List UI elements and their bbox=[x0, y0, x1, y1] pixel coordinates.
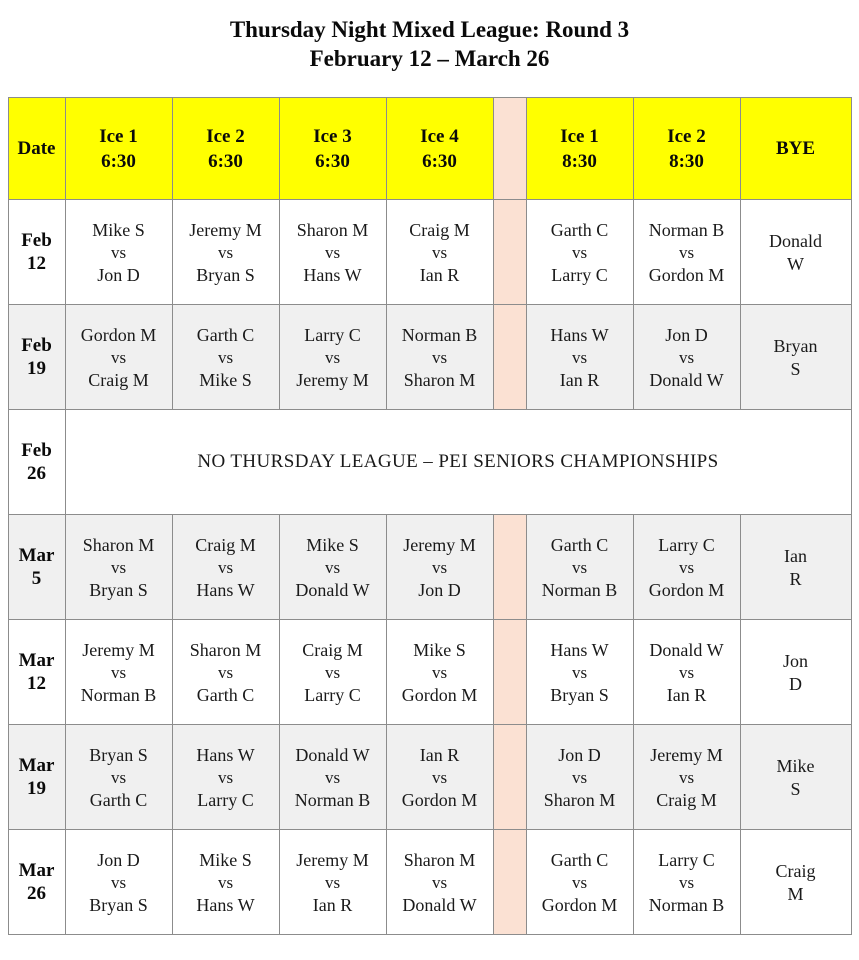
game-cell bbox=[386, 725, 493, 830]
date-day: 19 bbox=[27, 358, 46, 379]
player-bottom: Jeremy M bbox=[296, 369, 369, 390]
player-bottom: Garth C bbox=[196, 684, 255, 705]
bye-name: Donald bbox=[769, 230, 822, 251]
schedule-table bbox=[8, 97, 852, 935]
player-top: Jeremy M bbox=[403, 534, 476, 555]
header-line: 6:30 bbox=[422, 150, 457, 172]
game-cell bbox=[526, 620, 633, 725]
game-cell bbox=[279, 620, 386, 725]
vs-label: vs bbox=[217, 347, 234, 367]
game-cell bbox=[279, 725, 386, 830]
game-cell bbox=[386, 515, 493, 620]
date-day: 12 bbox=[27, 253, 46, 274]
spacer-cell bbox=[493, 725, 526, 830]
vs-label: vs bbox=[678, 557, 695, 577]
bye-column-header: BYE bbox=[740, 98, 851, 200]
col-header-ice4-630 bbox=[386, 98, 493, 200]
player-top: Mike S bbox=[92, 219, 145, 240]
player-top: Mike S bbox=[413, 639, 466, 660]
header-line: Ice 2 bbox=[667, 125, 706, 147]
player-bottom: Jon D bbox=[97, 264, 140, 285]
player-top: Sharon M bbox=[189, 639, 262, 660]
header-line: 6:30 bbox=[208, 150, 243, 172]
player-bottom: Donald W bbox=[402, 894, 477, 915]
game-cell bbox=[65, 725, 172, 830]
date-month: Mar bbox=[18, 545, 55, 566]
game-cell bbox=[633, 830, 740, 935]
table-row-mar26 bbox=[8, 830, 851, 935]
player-top: Jeremy M bbox=[189, 219, 262, 240]
header-line: Ice 2 bbox=[206, 125, 245, 147]
page-title bbox=[0, 0, 859, 73]
vs-label: vs bbox=[217, 242, 234, 262]
player-top: Gordon M bbox=[80, 324, 157, 345]
player-bottom: Hans W bbox=[303, 264, 362, 285]
player-top: Jon D bbox=[665, 324, 708, 345]
date-cell bbox=[8, 725, 65, 830]
player-top: Larry C bbox=[658, 849, 715, 870]
player-bottom: Donald W bbox=[295, 579, 370, 600]
header-line: 6:30 bbox=[315, 150, 350, 172]
bye-initial: R bbox=[789, 568, 802, 589]
vs-label: vs bbox=[571, 557, 588, 577]
game-cell bbox=[526, 200, 633, 305]
player-top: Hans W bbox=[196, 744, 255, 765]
table-row-feb19 bbox=[8, 305, 851, 410]
bye-name: Jon bbox=[782, 650, 808, 671]
player-bottom: Gordon M bbox=[401, 684, 478, 705]
bye-cell bbox=[740, 620, 851, 725]
game-cell bbox=[172, 200, 279, 305]
player-top: Sharon M bbox=[296, 219, 369, 240]
player-bottom: Bryan S bbox=[196, 264, 255, 285]
col-header-ice1-630 bbox=[65, 98, 172, 200]
player-bottom: Norman B bbox=[541, 579, 618, 600]
player-top: Craig M bbox=[195, 534, 256, 555]
player-top: Garth C bbox=[550, 849, 609, 870]
vs-label: vs bbox=[324, 872, 341, 892]
game-cell bbox=[633, 200, 740, 305]
player-bottom: Ian R bbox=[419, 264, 460, 285]
game-cell bbox=[526, 515, 633, 620]
col-header-ice1-830 bbox=[526, 98, 633, 200]
notice-cell: NO THURSDAY LEAGUE – PEI SENIORS CHAMPIONSHIPS bbox=[65, 410, 851, 515]
vs-label: vs bbox=[431, 557, 448, 577]
vs-label: vs bbox=[431, 662, 448, 682]
date-day: 5 bbox=[31, 568, 42, 589]
date-day: 26 bbox=[27, 463, 46, 484]
bye-initial: W bbox=[787, 253, 804, 274]
title-line-2: February 12 – March 26 bbox=[309, 46, 550, 71]
bye-cell bbox=[740, 200, 851, 305]
date-cell bbox=[8, 830, 65, 935]
player-bottom: Mike S bbox=[199, 369, 252, 390]
date-column-header: Date bbox=[8, 98, 65, 200]
game-cell bbox=[65, 515, 172, 620]
header-line: 6:30 bbox=[101, 150, 136, 172]
vs-label: vs bbox=[110, 347, 127, 367]
player-top: Jeremy M bbox=[650, 744, 723, 765]
player-top: Jon D bbox=[97, 849, 140, 870]
bye-cell bbox=[740, 830, 851, 935]
player-bottom: Ian R bbox=[666, 684, 707, 705]
spacer-cell bbox=[493, 200, 526, 305]
vs-label: vs bbox=[571, 662, 588, 682]
vs-label: vs bbox=[571, 242, 588, 262]
game-cell bbox=[172, 620, 279, 725]
vs-label: vs bbox=[431, 872, 448, 892]
game-cell bbox=[172, 725, 279, 830]
bye-initial: D bbox=[789, 673, 802, 694]
vs-label: vs bbox=[678, 872, 695, 892]
game-cell bbox=[633, 305, 740, 410]
col-header-ice2-630 bbox=[172, 98, 279, 200]
date-month: Feb bbox=[21, 335, 52, 356]
date-cell bbox=[8, 620, 65, 725]
player-bottom: Larry C bbox=[304, 684, 361, 705]
vs-label: vs bbox=[217, 662, 234, 682]
vs-label: vs bbox=[431, 767, 448, 787]
game-cell bbox=[279, 305, 386, 410]
vs-label: vs bbox=[571, 872, 588, 892]
vs-label: vs bbox=[678, 347, 695, 367]
vs-label: vs bbox=[324, 347, 341, 367]
bye-cell bbox=[740, 725, 851, 830]
vs-label: vs bbox=[678, 767, 695, 787]
vs-label: vs bbox=[571, 347, 588, 367]
vs-label: vs bbox=[217, 557, 234, 577]
title-line-1: Thursday Night Mixed League: Round 3 bbox=[229, 17, 630, 42]
player-bottom: Sharon M bbox=[543, 789, 616, 810]
player-top: Larry C bbox=[304, 324, 361, 345]
game-cell bbox=[172, 515, 279, 620]
game-cell bbox=[386, 620, 493, 725]
player-top: Craig M bbox=[302, 639, 363, 660]
table-row-feb12 bbox=[8, 200, 851, 305]
player-top: Mike S bbox=[306, 534, 359, 555]
table-row-mar12 bbox=[8, 620, 851, 725]
vs-label: vs bbox=[110, 767, 127, 787]
date-month: Feb bbox=[21, 440, 52, 461]
player-bottom: Gordon M bbox=[648, 579, 725, 600]
game-cell bbox=[279, 515, 386, 620]
vs-label: vs bbox=[110, 242, 127, 262]
game-cell bbox=[172, 830, 279, 935]
bye-initial: S bbox=[790, 358, 801, 379]
vs-label: vs bbox=[324, 767, 341, 787]
bye-initial: M bbox=[787, 883, 804, 904]
vs-label: vs bbox=[324, 557, 341, 577]
player-bottom: Gordon M bbox=[401, 789, 478, 810]
date-month: Feb bbox=[21, 230, 52, 251]
game-cell bbox=[633, 725, 740, 830]
date-day: 12 bbox=[27, 673, 46, 694]
game-cell bbox=[279, 200, 386, 305]
date-cell bbox=[8, 410, 65, 515]
table-row-mar19 bbox=[8, 725, 851, 830]
player-top: Bryan S bbox=[89, 744, 148, 765]
player-bottom: Norman B bbox=[80, 684, 157, 705]
player-top: Garth C bbox=[196, 324, 255, 345]
date-month: Mar bbox=[18, 860, 55, 881]
bye-name: Bryan bbox=[773, 335, 818, 356]
vs-label: vs bbox=[217, 767, 234, 787]
player-top: Jeremy M bbox=[82, 639, 155, 660]
player-top: Garth C bbox=[550, 534, 609, 555]
player-bottom: Ian R bbox=[312, 894, 353, 915]
player-bottom: Sharon M bbox=[403, 369, 476, 390]
header-line: Ice 4 bbox=[420, 125, 459, 147]
player-top: Norman B bbox=[401, 324, 478, 345]
player-bottom: Larry C bbox=[551, 264, 608, 285]
bye-cell bbox=[740, 305, 851, 410]
vs-label: vs bbox=[678, 242, 695, 262]
player-bottom: Norman B bbox=[648, 894, 725, 915]
player-top: Norman B bbox=[648, 219, 725, 240]
vs-label: vs bbox=[110, 662, 127, 682]
game-cell bbox=[172, 305, 279, 410]
player-bottom: Gordon M bbox=[541, 894, 618, 915]
table-row-feb26-notice bbox=[8, 410, 851, 515]
date-month: Mar bbox=[18, 755, 55, 776]
game-cell bbox=[526, 305, 633, 410]
bye-cell bbox=[740, 515, 851, 620]
player-top: Jeremy M bbox=[296, 849, 369, 870]
col-header-ice2-830 bbox=[633, 98, 740, 200]
spacer-cell bbox=[493, 305, 526, 410]
player-top: Ian R bbox=[419, 744, 460, 765]
date-day: 26 bbox=[27, 883, 46, 904]
game-cell bbox=[65, 620, 172, 725]
player-top: Jon D bbox=[558, 744, 601, 765]
date-cell bbox=[8, 305, 65, 410]
game-cell bbox=[386, 200, 493, 305]
player-top: Mike S bbox=[199, 849, 252, 870]
player-top: Sharon M bbox=[82, 534, 155, 555]
player-top: Sharon M bbox=[403, 849, 476, 870]
player-top: Craig M bbox=[409, 219, 470, 240]
player-bottom: Ian R bbox=[559, 369, 600, 390]
player-bottom: Hans W bbox=[196, 579, 255, 600]
player-bottom: Bryan S bbox=[89, 894, 148, 915]
player-bottom: Larry C bbox=[197, 789, 254, 810]
game-cell bbox=[526, 830, 633, 935]
vs-label: vs bbox=[324, 662, 341, 682]
vs-label: vs bbox=[678, 662, 695, 682]
vs-label: vs bbox=[110, 872, 127, 892]
player-bottom: Donald W bbox=[649, 369, 724, 390]
date-day: 19 bbox=[27, 778, 46, 799]
player-bottom: Craig M bbox=[656, 789, 717, 810]
player-top: Larry C bbox=[658, 534, 715, 555]
player-bottom: Gordon M bbox=[648, 264, 725, 285]
spacer-cell bbox=[493, 620, 526, 725]
vs-label: vs bbox=[431, 242, 448, 262]
game-cell bbox=[633, 515, 740, 620]
player-bottom: Craig M bbox=[88, 369, 149, 390]
player-bottom: Jon D bbox=[418, 579, 461, 600]
player-top: Hans W bbox=[550, 639, 609, 660]
game-cell bbox=[386, 305, 493, 410]
bye-name: Ian bbox=[784, 545, 807, 566]
table-row-mar5 bbox=[8, 515, 851, 620]
player-bottom: Hans W bbox=[196, 894, 255, 915]
date-cell bbox=[8, 200, 65, 305]
game-cell bbox=[65, 200, 172, 305]
game-cell bbox=[65, 830, 172, 935]
header-line: Ice 1 bbox=[560, 125, 599, 147]
bye-name: Mike bbox=[776, 755, 815, 776]
bye-initial: S bbox=[790, 778, 801, 799]
date-month: Mar bbox=[18, 650, 55, 671]
header-line: 8:30 bbox=[562, 150, 597, 172]
player-top: Donald W bbox=[295, 744, 370, 765]
game-cell bbox=[526, 725, 633, 830]
player-bottom: Norman B bbox=[294, 789, 371, 810]
game-cell bbox=[279, 830, 386, 935]
date-cell bbox=[8, 515, 65, 620]
header-line: 8:30 bbox=[669, 150, 704, 172]
vs-label: vs bbox=[431, 347, 448, 367]
header-line: Ice 1 bbox=[99, 125, 138, 147]
spacer-column-header bbox=[493, 98, 526, 200]
vs-label: vs bbox=[571, 767, 588, 787]
vs-label: vs bbox=[324, 242, 341, 262]
game-cell bbox=[386, 830, 493, 935]
player-top: Hans W bbox=[550, 324, 609, 345]
player-bottom: Bryan S bbox=[89, 579, 148, 600]
bye-name: Craig bbox=[775, 860, 816, 881]
player-bottom: Bryan S bbox=[550, 684, 609, 705]
player-bottom: Garth C bbox=[89, 789, 148, 810]
spacer-cell bbox=[493, 515, 526, 620]
player-top: Donald W bbox=[649, 639, 724, 660]
header-row bbox=[8, 98, 851, 200]
game-cell bbox=[65, 305, 172, 410]
vs-label: vs bbox=[110, 557, 127, 577]
vs-label: vs bbox=[217, 872, 234, 892]
header-line: Ice 3 bbox=[313, 125, 352, 147]
spacer-cell bbox=[493, 830, 526, 935]
player-top: Garth C bbox=[550, 219, 609, 240]
col-header-ice3-630 bbox=[279, 98, 386, 200]
game-cell bbox=[633, 620, 740, 725]
